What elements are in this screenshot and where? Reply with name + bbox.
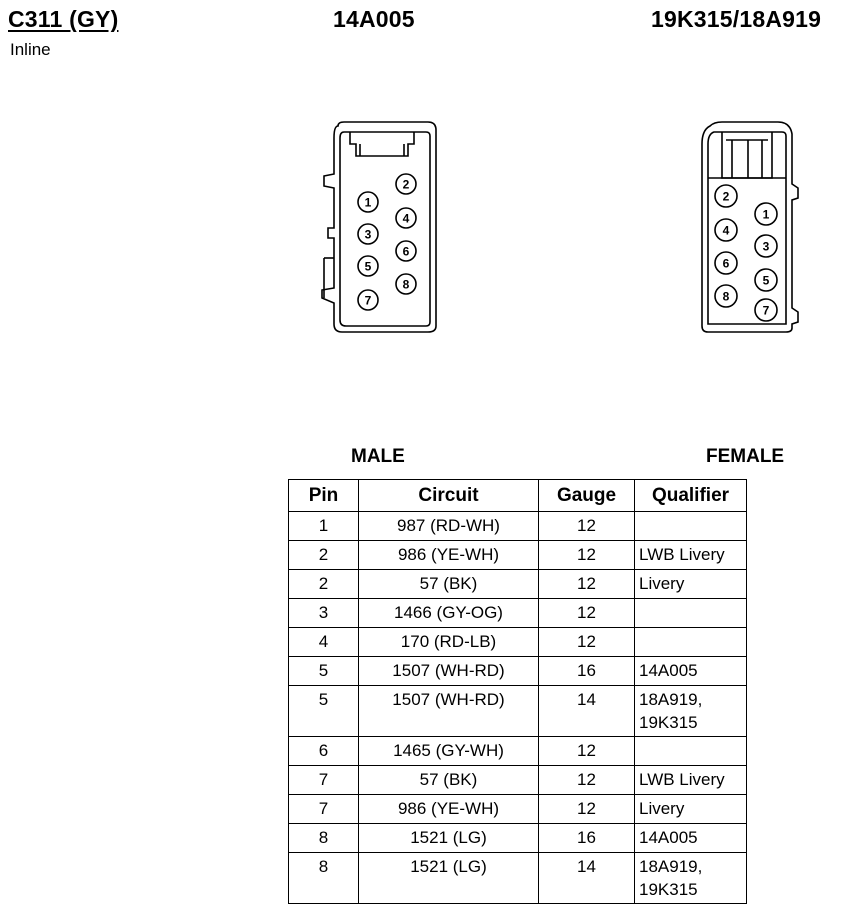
qualifier-cell: Livery — [635, 795, 747, 824]
circuit-cell: 57 (BK) — [359, 570, 539, 599]
pin-cell: 7 — [289, 766, 359, 795]
qualifier-cell: 14A005 — [635, 657, 747, 686]
qualifier-cell: 14A005 — [635, 824, 747, 853]
female-pin-label: 4 — [722, 223, 730, 238]
table-header-row — [289, 480, 747, 512]
qualifier-cell — [635, 737, 747, 766]
qualifier-column-header: Qualifier — [635, 480, 747, 512]
circuit-cell: 57 (BK) — [359, 766, 539, 795]
female-pin-label: 1 — [762, 207, 770, 222]
part-number-right: 19K315/18A919 — [651, 6, 822, 32]
table-row — [289, 766, 747, 795]
male-pin-label: 3 — [364, 227, 372, 242]
gauge-cell: 12 — [539, 599, 635, 628]
pin-cell: 5 — [289, 657, 359, 686]
circuit-cell: 1466 (GY-OG) — [359, 599, 539, 628]
gauge-cell: 12 — [539, 766, 635, 795]
pin-cell: 6 — [289, 737, 359, 766]
female-view-label: FEMALE — [706, 446, 785, 467]
male-pin-label: 2 — [402, 177, 410, 192]
pin-cell: 4 — [289, 628, 359, 657]
qualifier-cell — [635, 512, 747, 541]
table-row — [289, 795, 747, 824]
gauge-cell: 16 — [539, 824, 635, 853]
gauge-cell: 12 — [539, 512, 635, 541]
gauge-cell: 12 — [539, 541, 635, 570]
table-row — [289, 824, 747, 853]
circuit-cell: 1521 (LG) — [359, 853, 539, 904]
circuit-cell: 986 (YE-WH) — [359, 541, 539, 570]
qualifier-cell: Livery — [635, 570, 747, 599]
male-pin-label: 4 — [402, 211, 410, 226]
female-pin-label: 6 — [722, 256, 730, 271]
connector-type-label: Inline — [10, 40, 51, 59]
female-pin-label: 7 — [762, 303, 770, 318]
pin-cell: 8 — [289, 824, 359, 853]
connector-id: C311 (GY) — [8, 6, 119, 32]
circuit-cell: 170 (RD-LB) — [359, 628, 539, 657]
pin-cell: 8 — [289, 853, 359, 904]
circuit-cell: 986 (YE-WH) — [359, 795, 539, 824]
table-row — [289, 541, 747, 570]
gauge-cell: 14 — [539, 686, 635, 737]
male-connector-diagram — [316, 118, 446, 338]
female-pin-label: 8 — [722, 289, 730, 304]
male-pin-label: 7 — [364, 293, 372, 308]
table-row — [289, 737, 747, 766]
male-pin-label: 1 — [364, 195, 372, 210]
circuit-cell: 1465 (GY-WH) — [359, 737, 539, 766]
qualifier-cell: 18A919, 19K315 — [635, 686, 747, 737]
qualifier-cell: LWB Livery — [635, 766, 747, 795]
qualifier-cell — [635, 599, 747, 628]
qualifier-cell: LWB Livery — [635, 541, 747, 570]
circuit-cell: 1507 (WH-RD) — [359, 686, 539, 737]
circuit-cell: 987 (RD-WH) — [359, 512, 539, 541]
female-pin-label: 5 — [762, 273, 770, 288]
table-row — [289, 570, 747, 599]
female-pin-label: 2 — [722, 189, 730, 204]
pin-cell: 2 — [289, 570, 359, 599]
table-row — [289, 628, 747, 657]
male-pin-label: 5 — [364, 259, 372, 274]
gauge-cell: 12 — [539, 628, 635, 657]
gauge-cell: 12 — [539, 570, 635, 599]
circuit-cell: 1521 (LG) — [359, 824, 539, 853]
pin-cell: 1 — [289, 512, 359, 541]
female-connector-diagram — [692, 118, 822, 338]
pin-cell: 3 — [289, 599, 359, 628]
table-row — [289, 512, 747, 541]
male-pin-label: 6 — [402, 244, 410, 259]
pinout-table — [288, 479, 747, 904]
pin-column-header: Pin — [289, 480, 359, 512]
circuit-column-header: Circuit — [359, 480, 539, 512]
pin-cell: 7 — [289, 795, 359, 824]
pin-cell: 5 — [289, 686, 359, 737]
pin-cell: 2 — [289, 541, 359, 570]
qualifier-cell — [635, 628, 747, 657]
male-view-label: MALE — [351, 446, 405, 467]
qualifier-cell: 18A919, 19K315 — [635, 853, 747, 904]
gauge-cell: 14 — [539, 853, 635, 904]
circuit-cell: 1507 (WH-RD) — [359, 657, 539, 686]
gauge-cell: 12 — [539, 795, 635, 824]
part-number-left: 14A005 — [333, 6, 415, 32]
gauge-cell: 12 — [539, 737, 635, 766]
table-row — [289, 686, 747, 737]
gauge-cell: 16 — [539, 657, 635, 686]
table-row — [289, 657, 747, 686]
gauge-column-header: Gauge — [539, 480, 635, 512]
table-row — [289, 599, 747, 628]
female-pin-label: 3 — [762, 239, 770, 254]
male-pin-label: 8 — [402, 277, 410, 292]
